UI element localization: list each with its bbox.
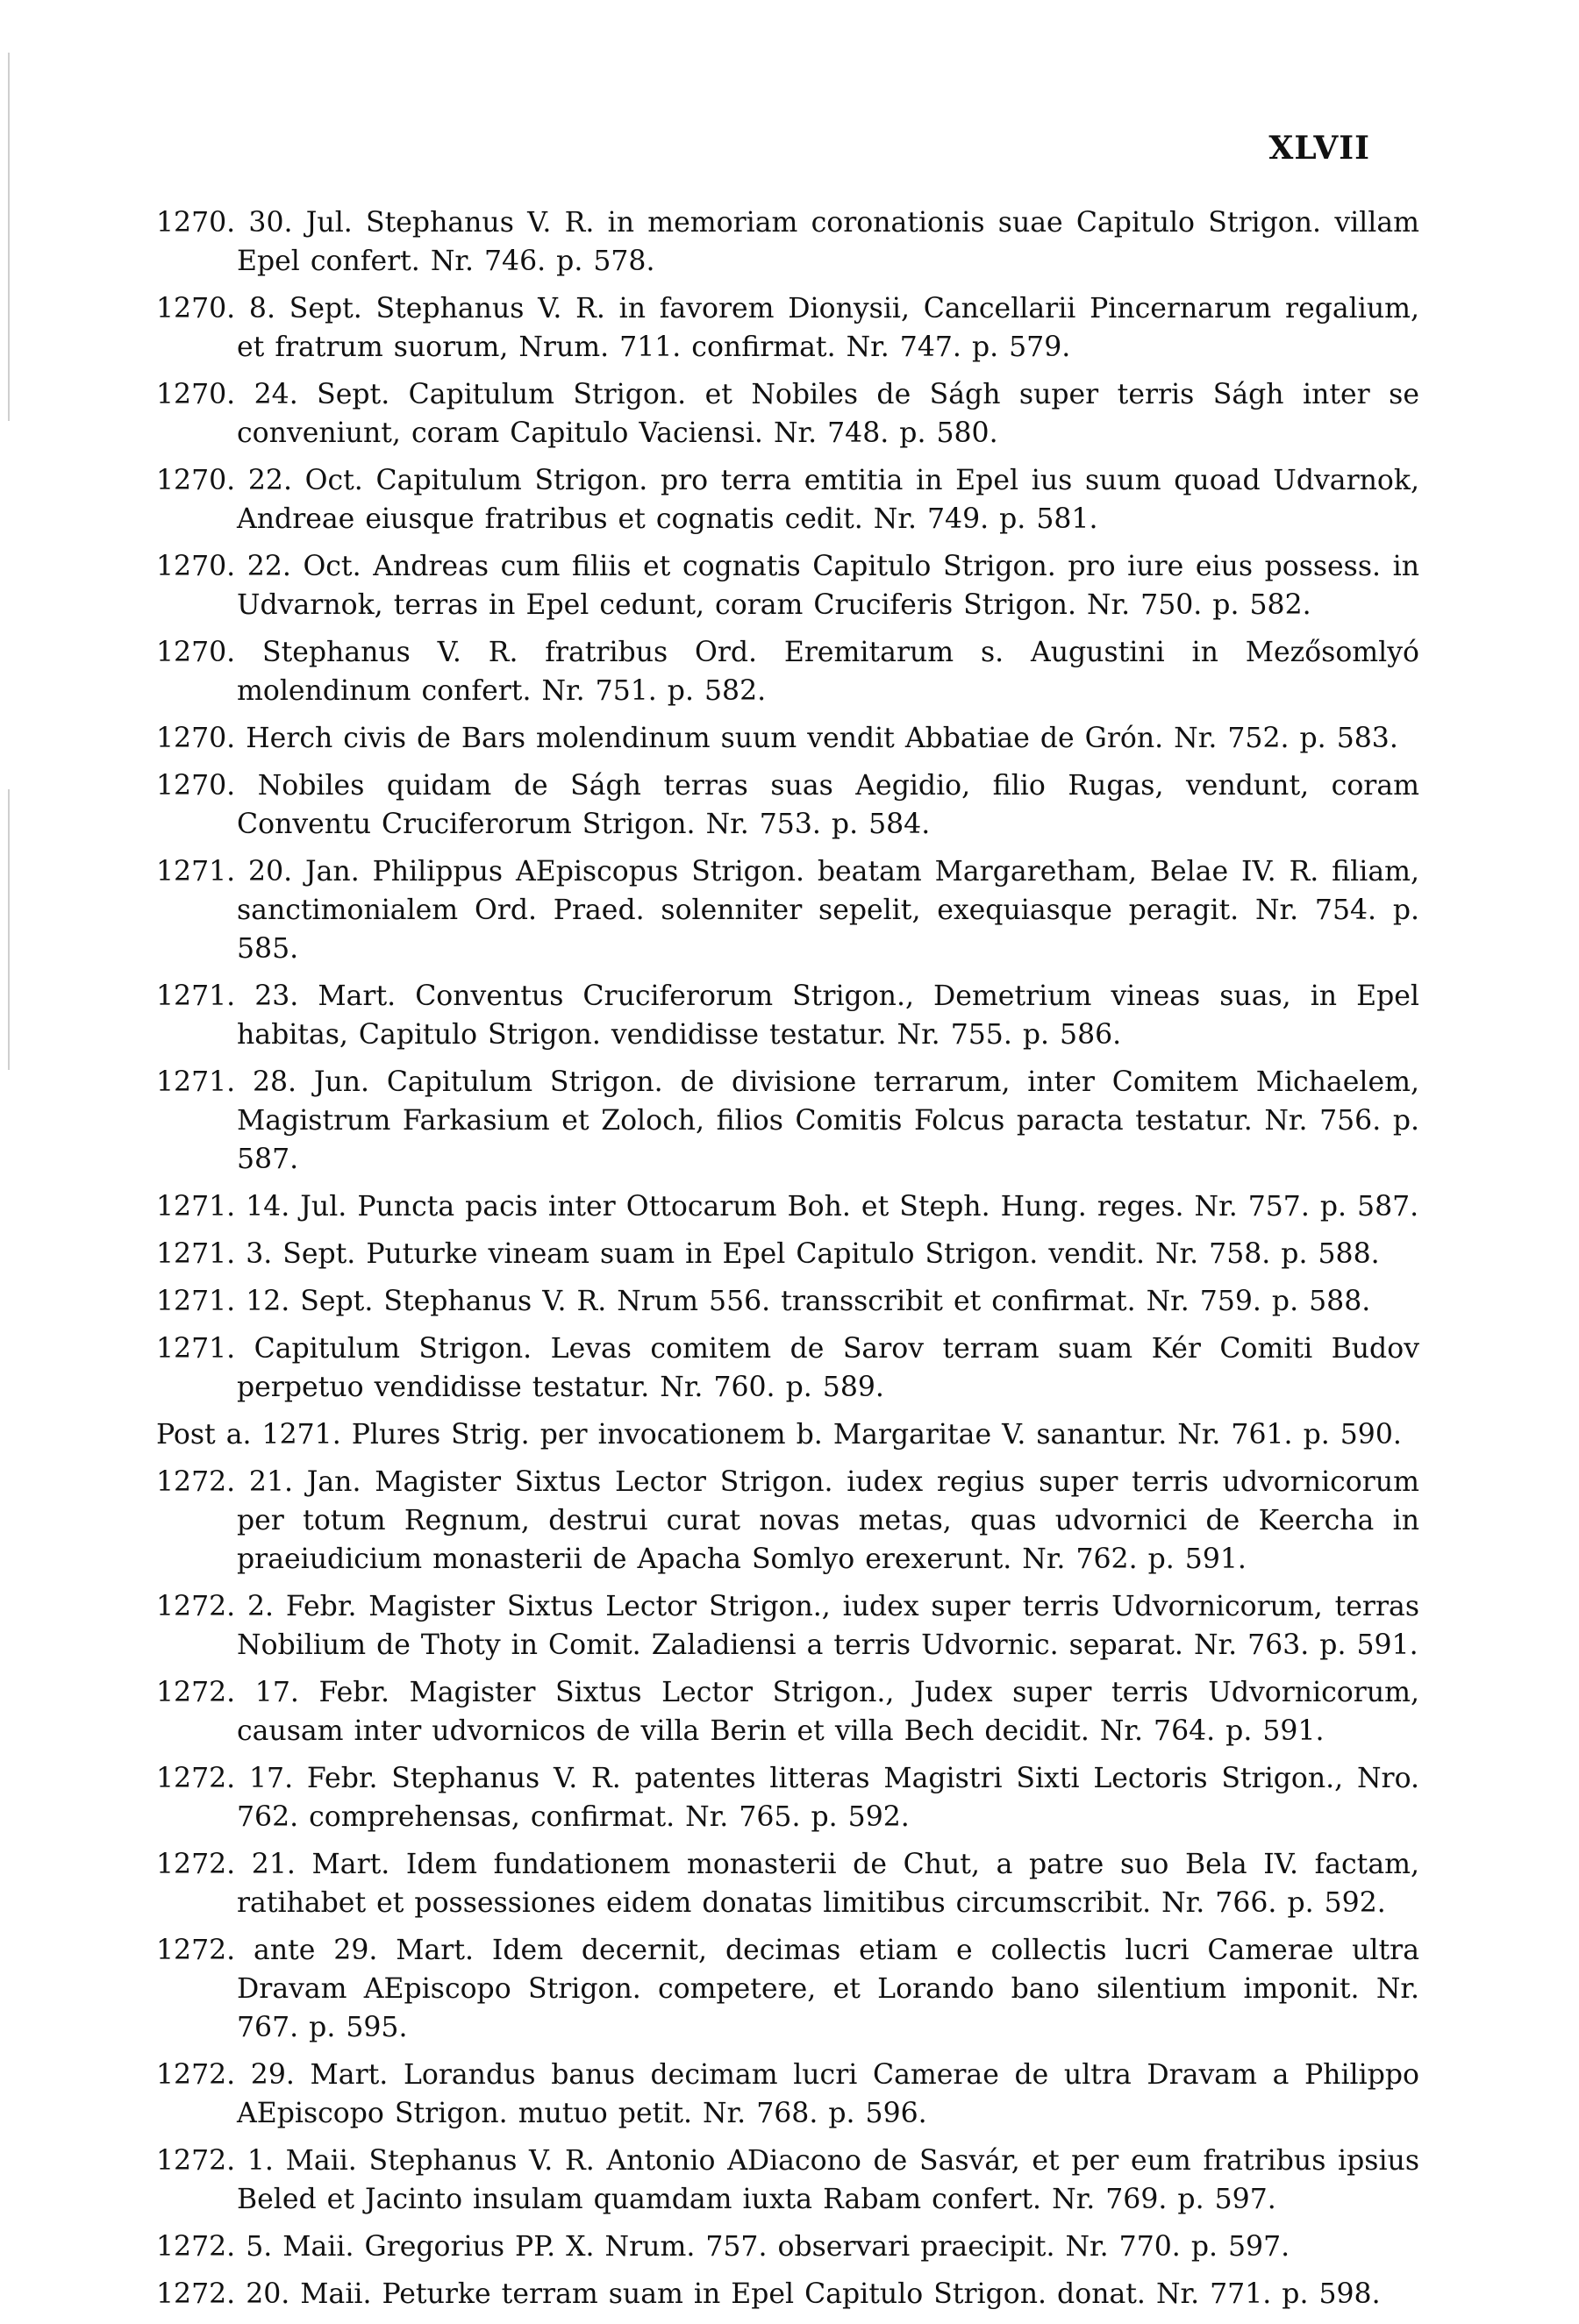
entry-text: 1270. 22. Oct. Capitulum Strigon. pro terra emtitia in Epel ius suum quoad Udvarnok, Andreae eiusque fratribus et cognatis cedit. Nr. 749. p. 581. <box>156 465 1419 535</box>
entry-text: 1271. 3. Sept. Puturke vineam suam in Epel Capitulo Strigon. vendit. Nr. 758. p. 588. <box>156 1238 1380 1270</box>
entry-item <box>156 633 1419 710</box>
entry-text: 1270. Herch civis de Bars molendinum suum vendit Abbatiae de Grón. Nr. 752. p. 583. <box>156 723 1398 754</box>
entry-text: 1272. 17. Febr. Magister Sixtus Lector Strigon., Judex super terris Udvornicorum, causam inter udvornicos de villa Berin et villa Bech decidit. Nr. 764. p. 591. <box>156 1677 1419 1747</box>
entry-item <box>156 852 1419 968</box>
chronological-entry-list <box>156 203 1419 2322</box>
entry-text: 1271. 28. Jun. Capitulum Strigon. de divisione terrarum, inter Comitem Michaelem, Magistrum Farkasium et Zoloch, filios Comitis Folcus paracta testatur. Nr. 756. p. 587. <box>156 1066 1419 1175</box>
entry-item <box>156 289 1419 367</box>
entry-text: 1272. 20. Maii. Peturke terram suam in Epel Capitulo Strigon. donat. Nr. 771. p. 598. <box>156 2278 1381 2310</box>
entry-item <box>156 1235 1419 1273</box>
entry-item <box>156 1187 1419 1226</box>
entry-item <box>156 1759 1419 1836</box>
entry-item <box>156 2142 1419 2219</box>
entry-item <box>156 1845 1419 1922</box>
entry-text: 1271. 23. Mart. Conventus Cruciferorum Strigon., Demetrium vineas suas, in Epel habitas, Capitulo Strigon. vendidisse testatur. Nr. 755. p. 586. <box>156 980 1419 1051</box>
page-number: XLVII <box>1268 130 1370 167</box>
entry-item <box>156 2056 1419 2133</box>
entry-text: 1272. ante 29. Mart. Idem decernit, decimas etiam e collectis lucri Camerae ultra Dravam AEpiscopo Strigon. competere, et Lorando bano silentium imponit. Nr. 767. p. 595. <box>156 1935 1419 2043</box>
entry-item <box>156 547 1419 624</box>
entry-item <box>156 1330 1419 1407</box>
entry-text: 1272. 5. Maii. Gregorius PP. X. Nrum. 757. observari praecipit. Nr. 770. p. 597. <box>156 2231 1290 2263</box>
entry-item <box>156 2275 1419 2313</box>
scan-edge-mark <box>8 53 10 421</box>
entry-item <box>156 766 1419 844</box>
entry-item <box>156 375 1419 453</box>
entry-text: Post a. 1271. Plures Strig. per invocationem b. Margaritae V. sanantur. Nr. 761. p. 590. <box>156 1419 1402 1451</box>
entry-text: 1272. 29. Mart. Lorandus banus decimam lucri Camerae de ultra Dravam a Philippo AEpiscopo Strigon. mutuo petit. Nr. 768. p. 596. <box>156 2059 1419 2129</box>
entry-item <box>156 203 1419 281</box>
entry-text: 1272. 2. Febr. Magister Sixtus Lector Strigon., iudex super terris Udvornicorum, terras Nobilium de Thoty in Comit. Zaladiensi a terris Udvornic. separat. Nr. 763. p. 591. <box>156 1591 1419 1661</box>
entry-item <box>156 977 1419 1054</box>
entry-item <box>156 1063 1419 1179</box>
entry-item <box>156 1673 1419 1750</box>
entry-item <box>156 1931 1419 2047</box>
entry-item <box>156 1463 1419 1579</box>
entry-text: 1271. Capitulum Strigon. Levas comitem de Sarov terram suam Kér Comiti Budov perpetuo vendidisse testatur. Nr. 760. p. 589. <box>156 1333 1419 1403</box>
entry-text: 1270. Stephanus V. R. fratribus Ord. Eremitarum s. Augustini in Mezősomlyó molendinum confert. Nr. 751. p. 582. <box>156 637 1419 707</box>
entry-text: 1271. 14. Jul. Puncta pacis inter Ottocarum Boh. et Steph. Hung. reges. Nr. 757. p. 587. <box>156 1191 1419 1223</box>
entry-text: 1271. 20. Jan. Philippus AEpiscopus Strigon. beatam Margaretham, Belae IV. R. filiam, sanctimonialem Ord. Praed. solenniter sepelit, exequiasque peragit. Nr. 754. p. 585. <box>156 856 1419 965</box>
entry-text: 1272. 17. Febr. Stephanus V. R. patentes litteras Magistri Sixti Lectoris Strigon., Nro. 762. comprehensas, confirmat. Nr. 765. p. 592. <box>156 1763 1419 1833</box>
entry-item <box>156 719 1419 758</box>
entry-text: 1270. Nobiles quidam de Ságh terras suas Aegidio, filio Rugas, vendunt, coram Conventu Cruciferorum Strigon. Nr. 753. p. 584. <box>156 770 1419 840</box>
scan-edge-mark <box>8 789 10 1070</box>
entry-text: 1270. 30. Jul. Stephanus V. R. in memoriam coronationis suae Capitulo Strigon. villam Epel confert. Nr. 746. p. 578. <box>156 207 1419 277</box>
entry-item <box>156 1415 1419 1454</box>
entry-text: 1270. 24. Sept. Capitulum Strigon. et Nobiles de Ságh super terris Ságh inter se conveniunt, coram Capitulo Vaciensi. Nr. 748. p. 580. <box>156 379 1419 449</box>
entry-text: 1271. 12. Sept. Stephanus V. R. Nrum 556. transscribit et confirmat. Nr. 759. p. 588. <box>156 1286 1371 1317</box>
entry-item <box>156 1587 1419 1665</box>
entry-item <box>156 2228 1419 2266</box>
entry-text: 1270. 8. Sept. Stephanus V. R. in favorem Dionysii, Cancellarii Pincernarum regalium, et fratrum suorum, Nrum. 711. confirmat. Nr. 747. p. 579. <box>156 293 1419 363</box>
entry-text: 1272. 21. Mart. Idem fundationem monasterii de Chut, a patre suo Bela IV. factam, ratihabet et possessiones eidem donatas limitibus circumscribit. Nr. 766. p. 592. <box>156 1849 1419 1919</box>
entry-item <box>156 461 1419 538</box>
entry-text: 1272. 21. Jan. Magister Sixtus Lector Strigon. iudex regius super terris udvornicorum per totum Regnum, destrui curat novas metas, quas udvornici de Keercha in praeiudicium monasterii de Apacha Somlyo erexerunt. Nr. 762. p. 591. <box>156 1466 1419 1575</box>
entry-text: 1270. 22. Oct. Andreas cum filiis et cognatis Capitulo Strigon. pro iure eius possess. in Udvarnok, terras in Epel cedunt, coram Cruciferis Strigon. Nr. 750. p. 582. <box>156 551 1419 621</box>
entry-item <box>156 1282 1419 1321</box>
entry-text: 1272. 1. Maii. Stephanus V. R. Antonio ADiacono de Sasvár, et per eum fratribus ipsius Beled et Jacinto insulam quamdam iuxta Rabam confert. Nr. 769. p. 597. <box>156 2145 1419 2215</box>
